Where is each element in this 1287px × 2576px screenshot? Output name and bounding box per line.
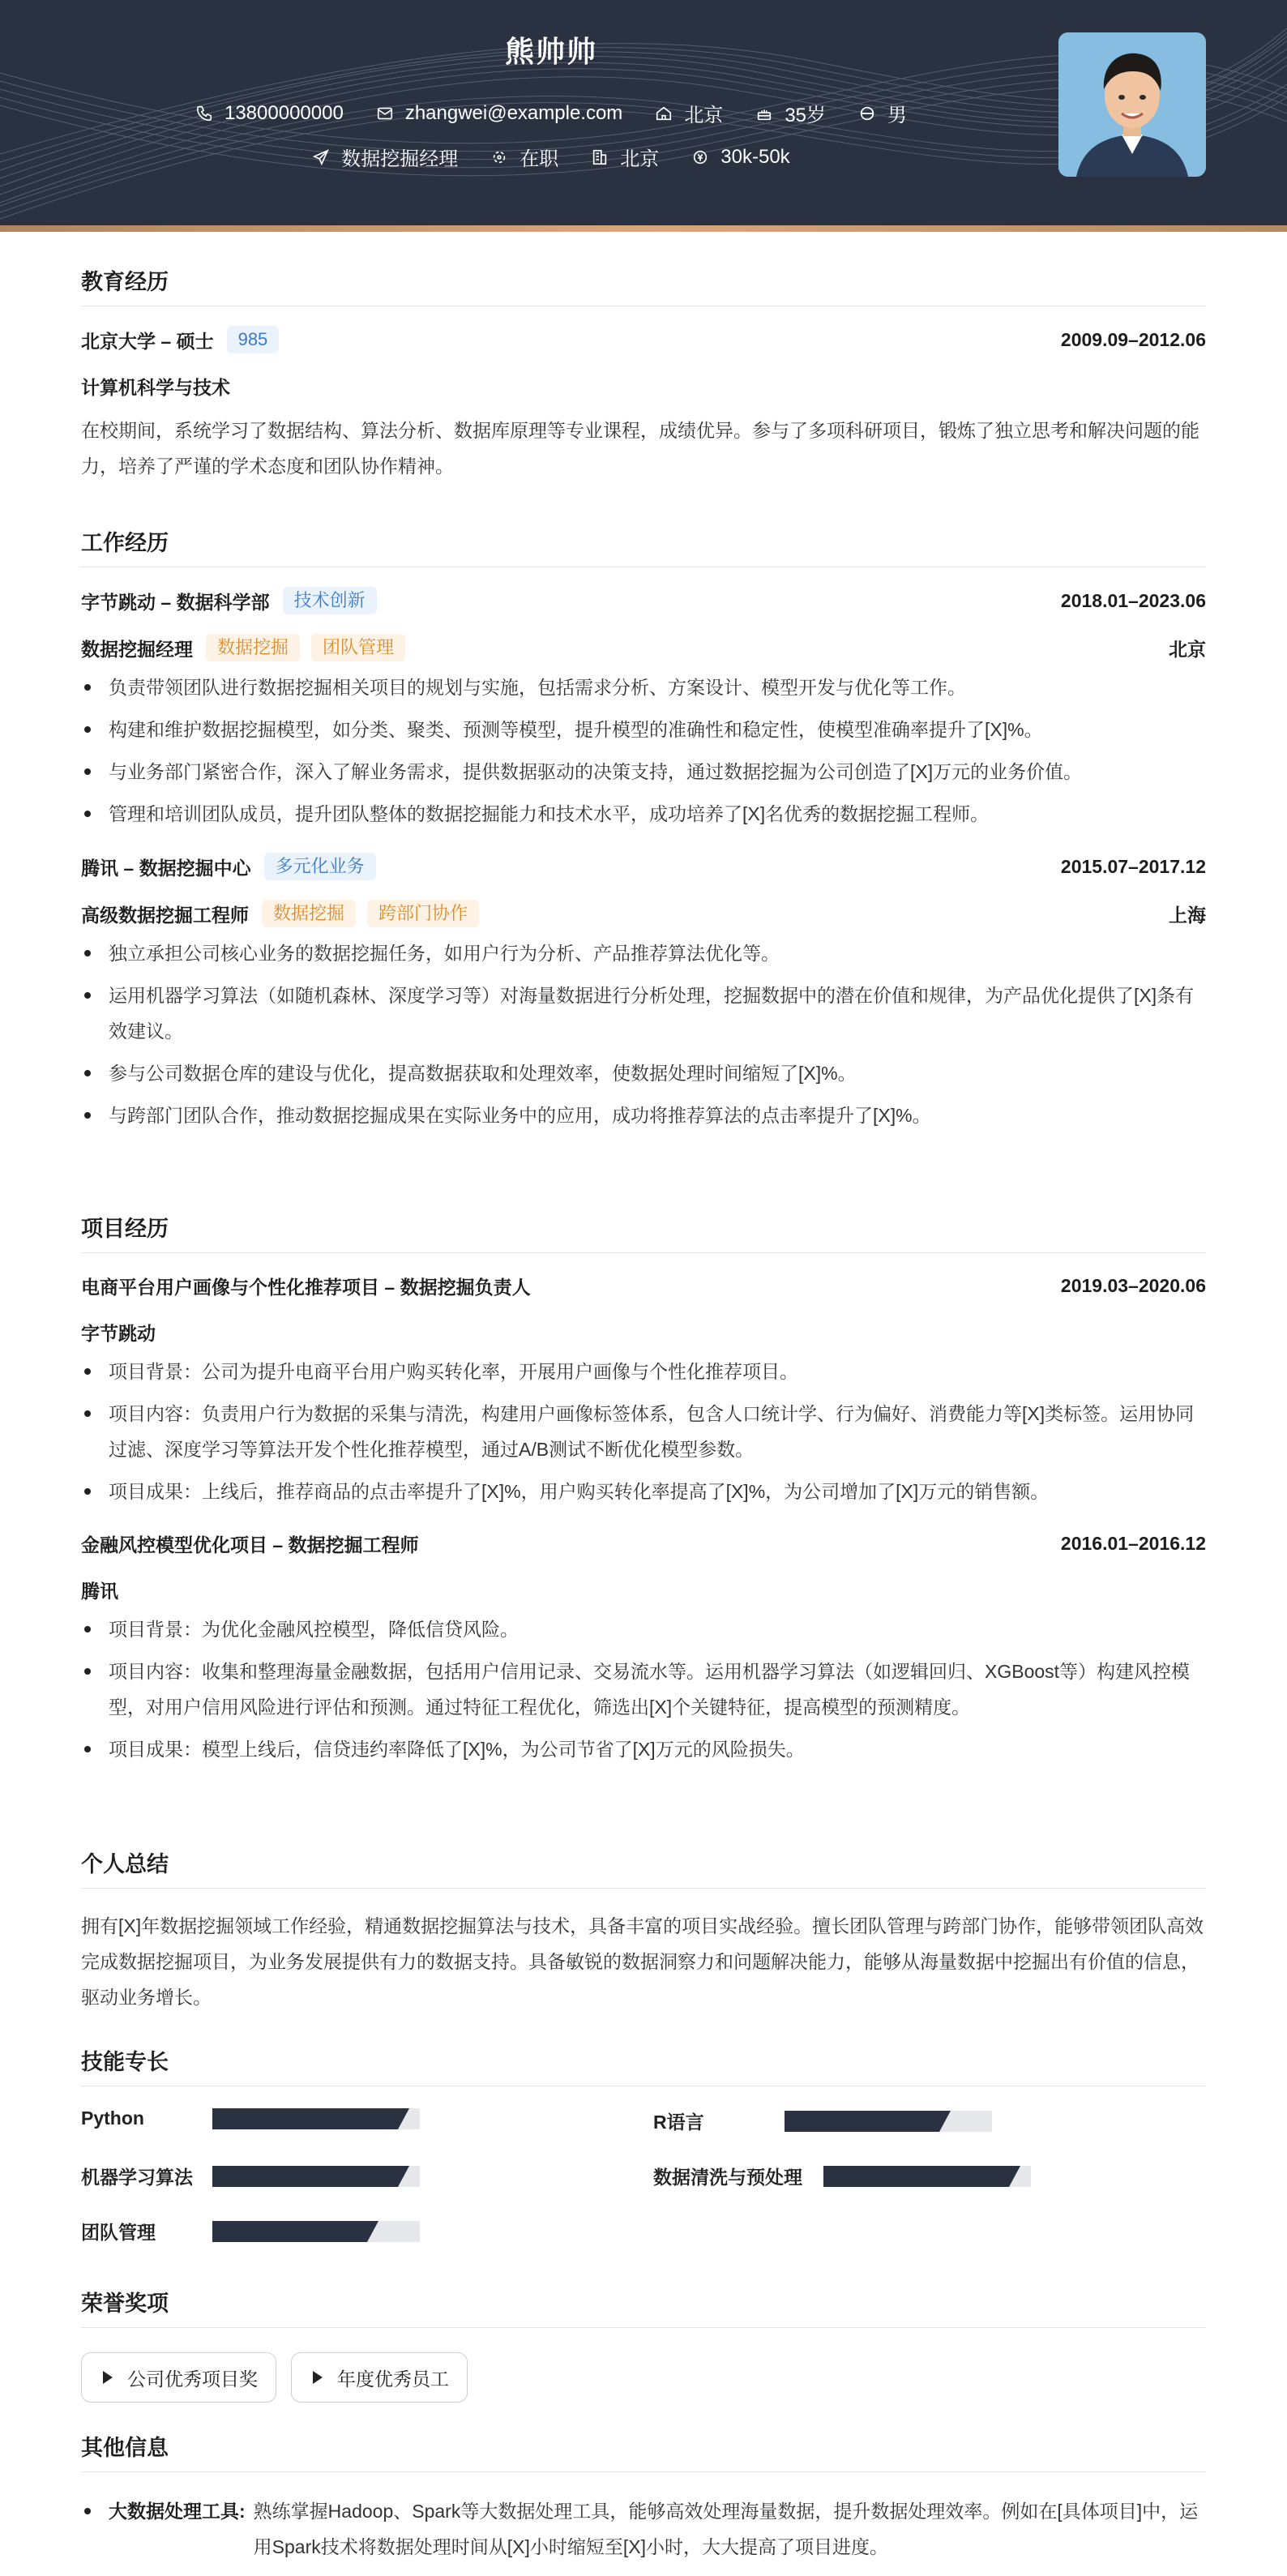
job-bullets [81,670,1206,832]
skill-fill [212,2166,398,2187]
honors-title: 荣誉奖项 [81,2286,1206,2328]
other-item [81,2493,1206,2565]
skill-bar [785,2111,992,2132]
list-item: 参与公司数据仓库的建设与优化，提高数据获取和处理效率，使数据处理时间缩短了[X]%。 [81,1055,1206,1091]
skill-fill [823,2166,1009,2187]
list-item: 运用机器学习算法（如随机森林、深度学习等）对海量数据进行分析处理，挖掘数据中的潜在价值和规律，为产品优化提供了[X]条有效建议。 [81,978,1206,1049]
avatar-portrait [1058,32,1206,177]
skill-item [81,2218,420,2244]
list-item: 构建和维护数据挖掘模型，如分类、聚类、预测等模型，提升模型的准确性和稳定性，使模型准确率提升了[X]%。 [81,712,1206,747]
project-company: 腾讯 [81,1581,118,1602]
list-item: 负责带领团队进行数据挖掘相关项目的规划与实施，包括需求分析、方案设计、模型开发与优化等工作。 [81,670,1206,705]
list-item: 项目背景：公司为提升电商平台用户购买转化率，开展用户画像与个性化推荐项目。 [81,1354,1206,1389]
email-item [376,102,623,125]
honors-list [81,2352,1206,2403]
job-date: 2015.07–2017.12 [1060,855,1206,877]
home-icon [655,105,673,122]
job-location: 北京 [1169,638,1206,660]
building-icon [591,148,609,166]
email-text: zhangwei@example.com [404,101,623,124]
job-head [81,587,1206,614]
skill-label: Python [81,2107,144,2129]
major: 计算机科学与技术 [81,377,230,398]
play-icon [103,2371,113,2384]
status-item [490,143,558,171]
role-row [81,634,1206,661]
project-section [81,1211,1206,1767]
project-bullets [81,1354,1206,1509]
education-title: 教育经历 [81,264,1206,306]
list-item: 与业务部门紧密合作，深入了解业务需求，提供数据驱动的决策支持，通过数据挖掘为公司创造了[X]万元的业务价值。 [81,754,1206,789]
work-section [81,525,1206,1133]
job-location: 上海 [1169,904,1206,926]
project-head [81,1530,1206,1557]
education-section [81,264,1206,484]
role-tag: 数据挖掘 [206,634,300,661]
skill-fill [212,2108,398,2129]
list-item: 项目成果：上线后，推荐商品的点击率提升了[X]%，用户购买转化率提高了[X]%，为公司增加了[X]万元的销售额。 [81,1474,1206,1509]
skill-item [653,2107,992,2134]
company-tag: 多元化业务 [264,853,376,880]
list-item: 项目背景：为优化金融风控模型，降低信贷风险。 [81,1611,1206,1647]
city-text: 北京 [620,148,660,170]
list-item: 与跨部门团队合作，推动数据挖掘成果在实际业务中的应用，成功将推荐算法的点击率提升了[X]%。 [81,1098,1206,1133]
job-entry [81,853,1206,1133]
skill-label: 团队管理 [81,2222,156,2243]
project-entry [81,1273,1206,1509]
skill-bar [212,2221,420,2242]
skill-bar [212,2166,420,2187]
candidate-name: 熊帅帅 [504,35,597,68]
list-item: 项目内容：负责用户行为数据的采集与清洗，构建用户画像标签体系，包含人口统计学、行为偏好、消费能力等[X]类标签。运用协同过滤、深度学习等算法开发个性化推荐模型，通过A/B测试不断优化模型参数。 [81,1396,1206,1467]
hometown-text: 北京 [684,105,724,126]
education-date: 2009.09–2012.06 [1060,328,1206,350]
skill-label: 机器学习算法 [81,2167,193,2188]
list-item: 独立承担公司核心业务的数据挖掘任务，如用户行为分析、产品推荐算法优化等。 [81,935,1206,971]
mail-icon [376,105,394,122]
phone-item [195,102,344,125]
project-name: 电商平台用户画像与个性化推荐项目 – 数据挖掘负责人 [81,1277,531,1298]
skill-item [81,2163,420,2189]
list-item: 项目内容：收集和整理海量金融数据，包括用户信用记录、交易流水等。运用机器学习算法（如逻辑回归、XGBoost等）构建风控模型，对用户信用风险进行评估和预测。通过特征工程优化，筛选出[X]个关键特征，提高模型的预测精度。 [81,1654,1206,1725]
other-title: 其他信息 [81,2430,1206,2472]
other-section [81,2430,1206,2565]
city-item [591,143,659,171]
position-text: 数据挖掘经理 [341,148,459,170]
work-title: 工作经历 [81,525,1206,567]
company-name: 字节跳动 – 数据科学部 [81,591,270,613]
job-entry [81,587,1206,832]
send-icon [312,148,330,166]
salary-text: 30k-50k [720,145,790,168]
education-entry-head [81,326,1206,353]
age-text: 35岁 [785,105,827,126]
project-entry [81,1530,1206,1767]
role-row [81,900,1206,927]
project-name: 金融风控模型优化项目 – 数据挖掘工程师 [81,1534,419,1555]
skills-title: 技能专长 [81,2044,1206,2086]
contact-row [0,99,1102,127]
status-text: 在职 [520,148,559,170]
resume-header [0,0,1287,225]
school-tag: 985 [227,326,280,353]
skill-bar [823,2166,1031,2187]
other-label: 大数据处理工具: [109,2501,246,2522]
list-item: 管理和培训团队成员，提升团队整体的数据挖掘能力和技术水平，成功培养了[X]名优秀的数据挖掘工程师。 [81,796,1206,832]
skill-item [653,2163,1031,2189]
play-icon [313,2371,323,2384]
avatar [1058,32,1206,177]
header-accent-bar [0,225,1287,232]
skills-section [81,2044,1206,2286]
role-name: 数据挖掘经理 [81,638,193,660]
project-date: 2019.03–2020.06 [1060,1275,1206,1296]
company-tag: 技术创新 [283,587,377,614]
job-intent-row [0,143,1102,171]
job-bullets [81,935,1206,1133]
skill-bar [212,2108,420,2129]
company-name: 腾讯 – 数据挖掘中心 [81,857,251,879]
summary-section [81,1846,1206,2015]
skills-grid [81,2107,1206,2286]
honor-label: 公司优秀项目奖 [127,2368,258,2390]
honor-label: 年度优秀员工 [337,2368,449,2390]
skill-label: R语言 [653,2112,704,2133]
phone-text: 13800000000 [224,101,344,124]
phone-icon [195,105,213,122]
summary-text: 拥有[X]年数据挖掘领域工作经验，精通数据挖掘算法与技术，具备丰富的项目实战经验。擅长团队管理与跨部门协作，能够带领团队高效完成数据挖掘项目，为业务发展提供有力的数据支持。具备敏锐的数据洞察力和问题解决能力，能够从海量数据中挖掘出有价值的信息，驱动业务增长。 [81,1915,1204,2008]
role-name: 高级数据挖掘工程师 [81,904,249,926]
role-tag: 团队管理 [311,634,405,661]
project-bullets [81,1611,1206,1767]
project-head [81,1273,1206,1299]
skill-item [81,2107,420,2129]
honor-badge [81,2352,276,2403]
role-tag: 数据挖掘 [262,900,356,927]
role-tag: 跨部门协作 [367,900,479,927]
skill-fill [785,2111,939,2132]
honor-badge [291,2352,468,2403]
gender-text: 男 [887,105,908,126]
school-name: 北京大学 – 硕士 [81,330,214,352]
project-company: 字节跳动 [81,1323,156,1344]
gender-icon [858,105,876,122]
skill-label: 数据清洗与预处理 [653,2167,802,2188]
skill-fill [212,2221,367,2242]
other-text: 熟练掌握Hadoop、Spark等大数据处理工具，能够高效处理海量数据，提升数据处理效率。例如在[具体项目]中，运用Spark技术将数据处理时间从[X]小时缩短至[X]小时，大大提高了项目进度。 [253,2501,1199,2557]
sync-status-icon [490,148,508,166]
cake-icon [755,105,773,122]
gender-item [858,99,907,127]
honors-section [81,2286,1206,2403]
job-head [81,853,1206,880]
money-icon [691,148,709,166]
salary-item [691,146,789,169]
summary-title: 个人总结 [81,1846,1206,1889]
project-date: 2016.01–2016.12 [1060,1533,1206,1554]
project-title: 项目经历 [81,1211,1206,1253]
hometown-item [655,99,723,127]
job-date: 2018.01–2023.06 [1060,589,1206,611]
list-item: 项目成果：模型上线后，信贷违约率降低了[X]%，为公司节省了[X]万元的风险损失。 [81,1731,1206,1767]
education-desc: 在校期间，系统学习了数据结构、算法分析、数据库原理等专业课程，成绩优异。参与了多项科研项目，锻炼了独立思考和解决问题的能力，培养了严谨的学术态度和团队协作精神。 [81,420,1199,477]
position-item [312,143,458,171]
age-item [755,99,826,127]
